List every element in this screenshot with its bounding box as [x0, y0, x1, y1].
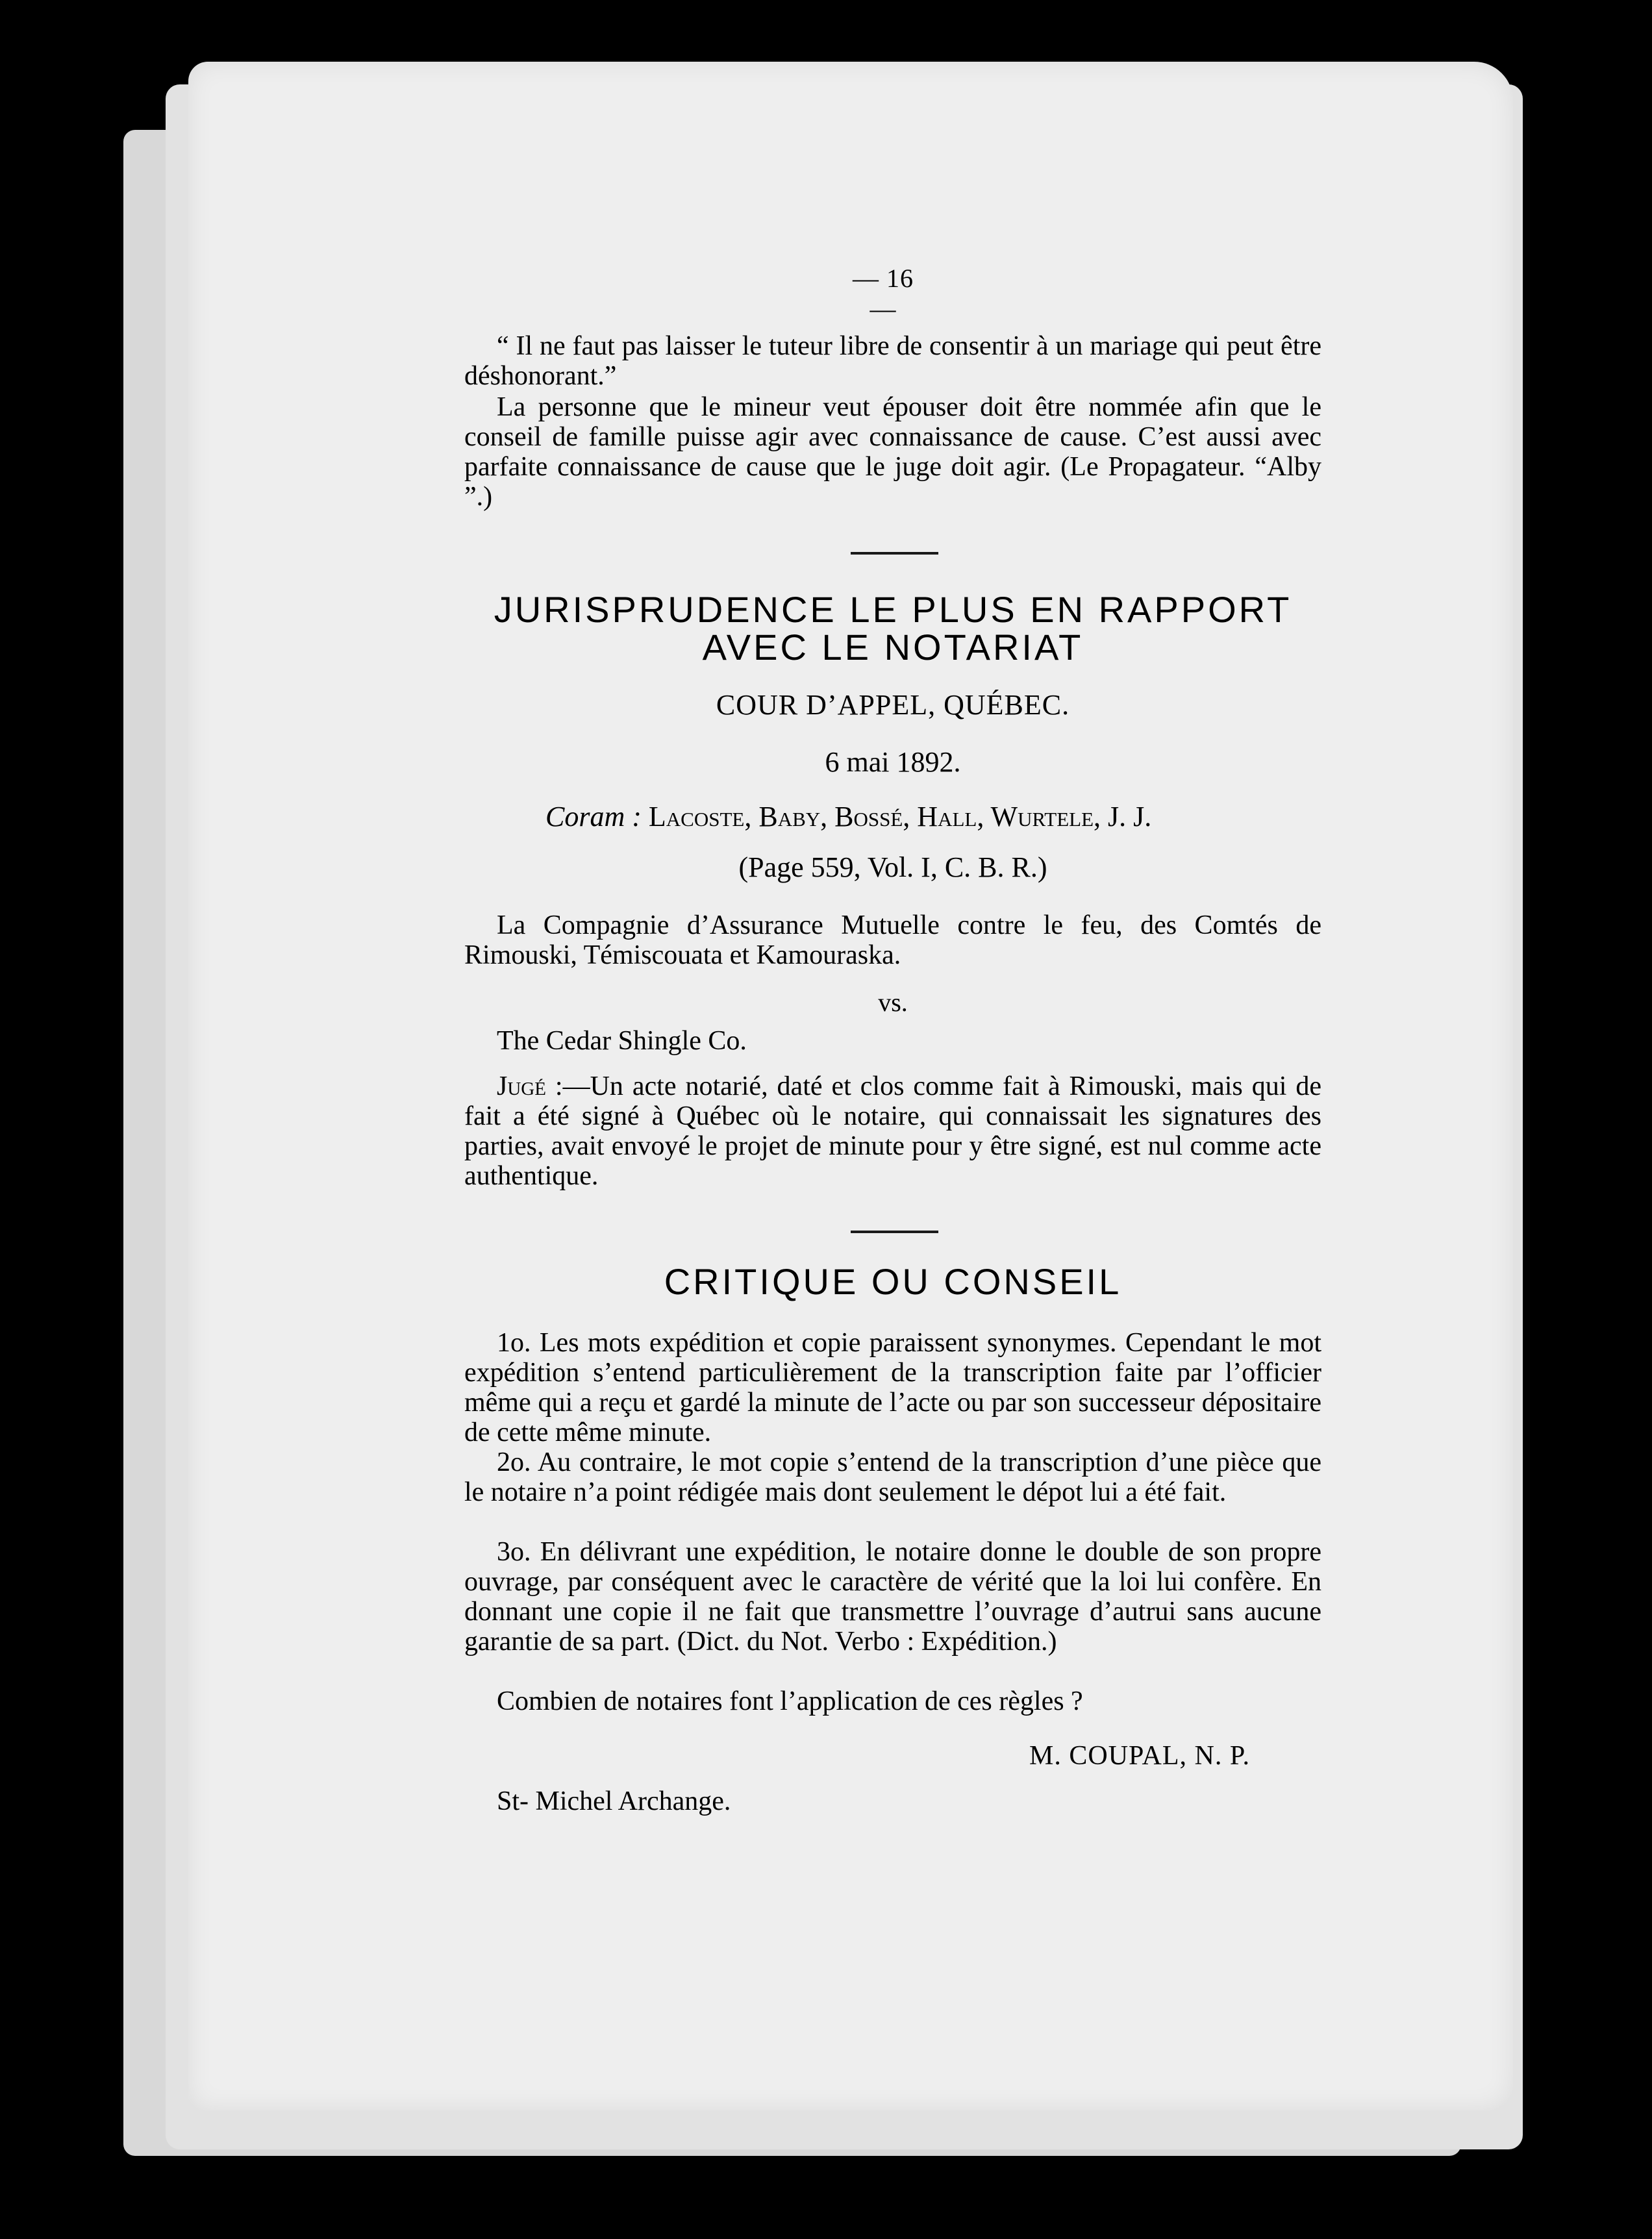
section-divider — [851, 552, 938, 555]
juge-text: Un acte notarié, daté et clos comme fait à Rimouski, mais qui de fait a été signé à Québec où le notaire, qui connaissait les signatures des parties, avait envoyé le projet de minute pour y être signé, est nul comme acte authentique. — [464, 1071, 1321, 1191]
author-signature: M. COUPAL, N. P. — [1029, 1741, 1251, 1771]
section2-title: CRITIQUE OU CONSEIL — [664, 1261, 1122, 1302]
coram-label: Coram : — [545, 801, 642, 832]
party-plaintiff: La Compagnie d’Assurance Mutuelle contre le feu, des Comtés de Rimouski, Témiscouata et Kamouraska. — [464, 910, 1321, 970]
juge-label: Jugé :— — [497, 1071, 590, 1101]
judgment-date: 6 mai 1892. — [825, 746, 961, 778]
party-defendant: The Cedar Shingle Co. — [497, 1026, 747, 1056]
intro-paragraph-2: La personne que le mineur veut épouser doit être nommée afin que le conseil de famille puisse agir avec connaissance de cause. C’est aussi avec parfaite connaissance de cause que le juge doit agir. (Le Propagateur. “Alby ”.) — [464, 392, 1321, 512]
coram-line — [545, 800, 1325, 833]
case-reference: (Page 559, Vol. I, C. B. R.) — [738, 851, 1047, 883]
critique-paragraph-2: 2o. Au contraire, le mot copie s’entend de la transcription d’une pièce que le notaire n’a point rédigée mais dont seulement le dépot lui a été fait. — [464, 1447, 1321, 1507]
page-number: — 16 — — [853, 264, 914, 323]
critique-question: Combien de notaires font l’application de ces règles ? — [497, 1686, 1083, 1716]
judgment-summary — [464, 1071, 1321, 1191]
coram-judges: Lacoste, Baby, Bossé, Hall, Wurtele, J. J. — [648, 801, 1152, 832]
section-title-line-2: AVEC LE NOTARIAT — [702, 627, 1084, 668]
critique-paragraph-3: 3o. En délivrant une expédition, le notaire donne le double de son propre ouvrage, par conséquent avec le caractère de vérité que la loi lui confère. En donnant une copie il ne fait que transmettre l’ouvrage d’autrui sans aucune garantie de sa part. (Dict. du Not. Verbo : Expédition.) — [464, 1537, 1321, 1657]
author-location: St- Michel Archange. — [497, 1786, 731, 1816]
section-title-line-1: JURISPRUDENCE LE PLUS EN RAPPORT — [494, 589, 1292, 630]
intro-paragraph-1: “ Il ne faut pas laisser le tuteur libre de consentir à un mariage qui peut être déshonorant.” — [464, 331, 1321, 391]
section-divider-2 — [851, 1231, 938, 1233]
versus-label: vs. — [878, 988, 908, 1017]
court-name: COUR D’APPEL, QUÉBEC. — [716, 689, 1070, 721]
critique-paragraph-1: 1o. Les mots expédition et copie paraissent synonymes. Cependant le mot expédition s’entend particulièrement de la transcription faite par l’officier même qui a reçu et gardé la minute de l’acte ou par son successeur dépositaire de cette même minute. — [464, 1328, 1321, 1447]
